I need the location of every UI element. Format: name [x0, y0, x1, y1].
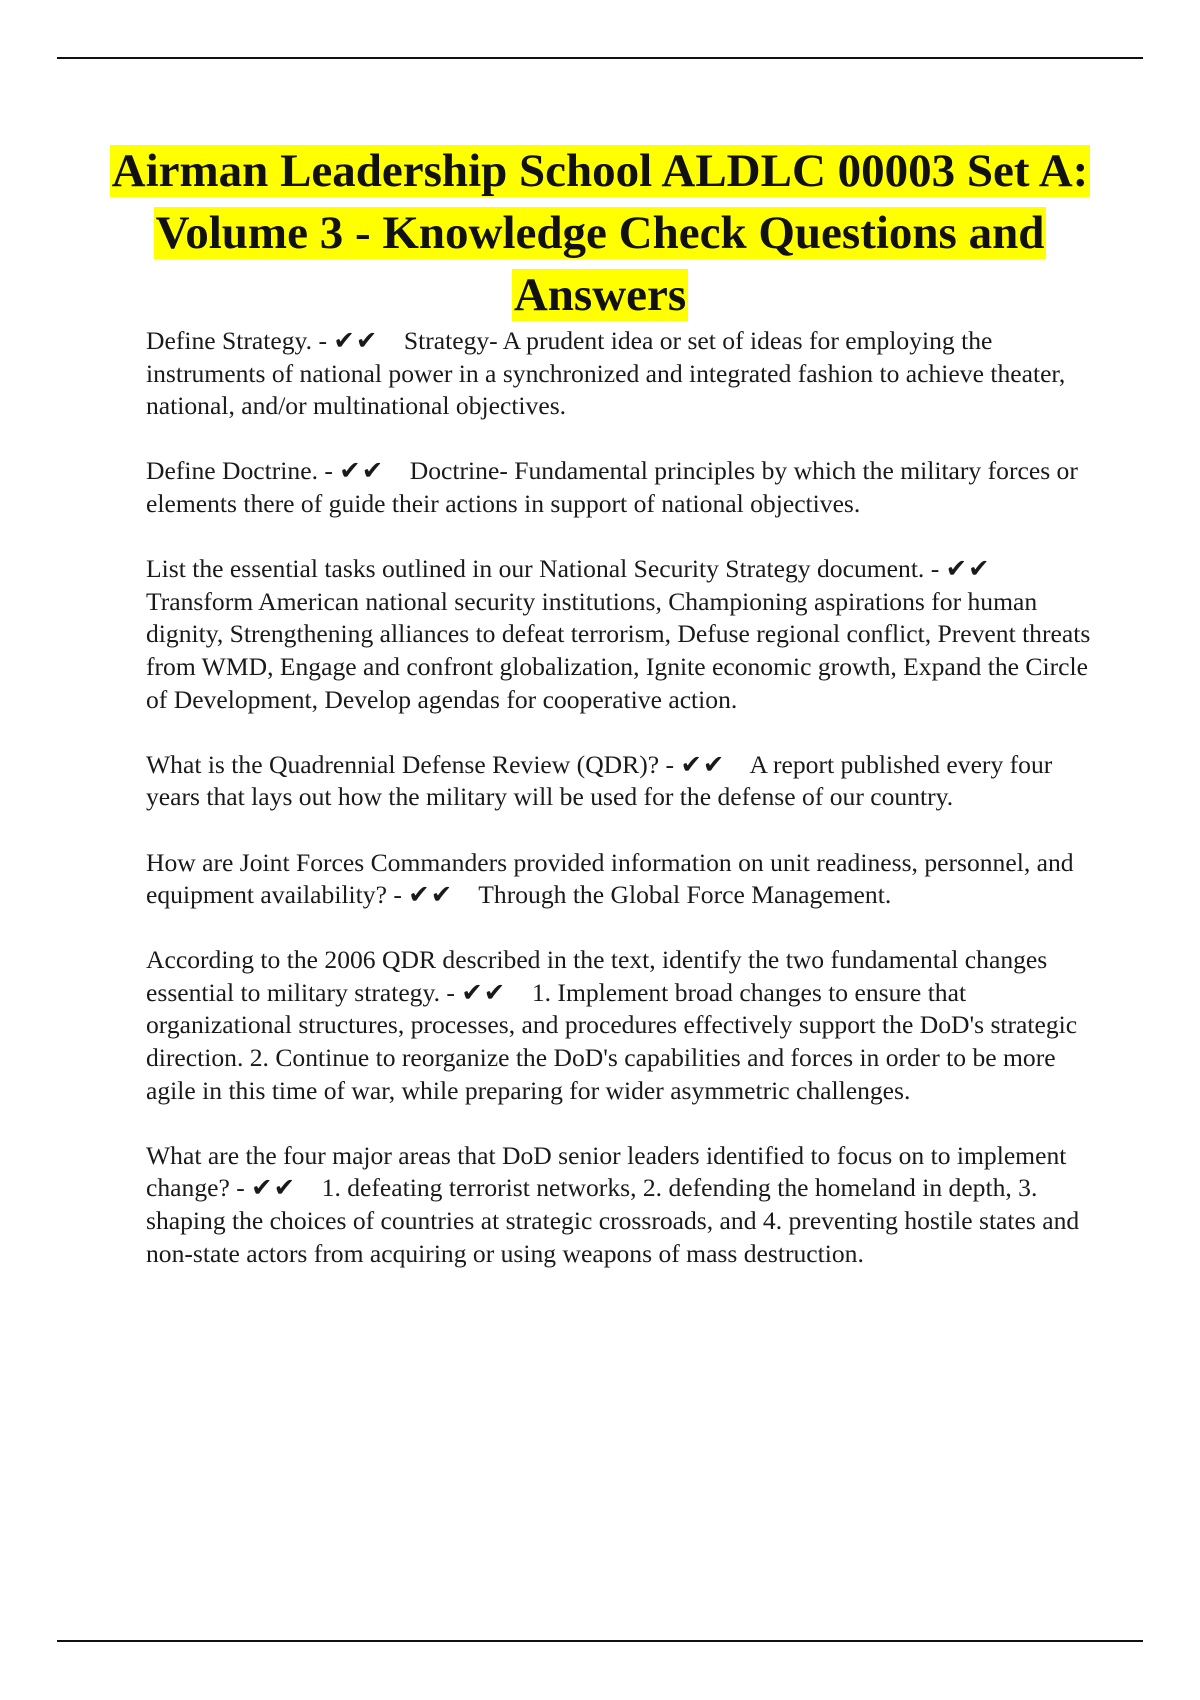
- answer: Doctrine- Fundamental principles by which the military forces or elements there of guide their actions in support of national objectives.: [146, 456, 1078, 518]
- qa-item: [146, 325, 1092, 423]
- answer: Through the Global Force Management.: [478, 880, 892, 910]
- document-title: Airman Leadership School ALDLC 00003 Set A: Volume 3 - Knowledge Check Questions and Answers: [111, 145, 1089, 321]
- qa-item: [146, 1140, 1092, 1270]
- check-icon: ✔✔: [251, 1173, 297, 1203]
- qa-item: [146, 553, 1092, 716]
- check-icon: ✔✔: [333, 326, 379, 355]
- answer: Transform American national security institutions, Championing aspirations for human dignity, Strengthening alliances to defeat terrorism, Defuse regional conflict, Prevent threats from WMD, Engage and confront globalization, Ignite economic growth, Expand the Circle of Development, Develop agendas for cooperative action.: [146, 586, 1091, 714]
- question: How are Joint Forces Commanders provided information on unit readiness, personnel, and equipment availability? -: [146, 847, 1074, 910]
- answer: Strategy- A prudent idea or set of ideas for employing the instruments of national power in a synchronized and integrated fashion to achieve theater, national, and/or multinational objectives.: [146, 326, 1066, 421]
- question: What are the four major areas that DoD senior leaders identified to focus on to implement change? -: [146, 1140, 1067, 1203]
- question: List the essential tasks outlined in our National Security Strategy document. -: [146, 554, 946, 584]
- top-rule: [57, 57, 1143, 59]
- qa-item: [146, 749, 1092, 814]
- check-icon: ✔✔: [945, 554, 991, 584]
- qa-list: [146, 325, 1092, 1303]
- question: Define Strategy. -: [146, 326, 334, 355]
- title-block: [100, 140, 1100, 326]
- answer: 1. defeating terrorist networks, 2. defending the homeland in depth, 3. shaping the choices of countries at strategic crossroads, and 4. preventing hostile states and non-state actors from acquiring or using weapons of mass destruction.: [146, 1173, 1080, 1268]
- bottom-rule: [57, 1640, 1143, 1642]
- check-icon: ✔✔: [680, 749, 726, 779]
- answer: A report published every four years that lays out how the military will be used for the defense of our country.: [146, 749, 1053, 812]
- qa-item: [146, 455, 1092, 520]
- check-icon: ✔✔: [461, 977, 507, 1007]
- check-icon: ✔✔: [339, 456, 385, 486]
- question: What is the Quadrennial Defense Review (QDR)? -: [146, 749, 681, 779]
- qa-item: [146, 944, 1092, 1107]
- qa-item: [146, 847, 1092, 912]
- question: According to the 2006 QDR described in the text, identify the two fundamental changes essential to military strategy. -: [146, 945, 1048, 1007]
- question: Define Doctrine. -: [146, 456, 340, 486]
- check-icon: ✔✔: [408, 880, 454, 910]
- answer: 1. Implement broad changes to ensure that organizational structures, processes, and procedures effectively support the DoD's strategic direction. 2. Continue to reorganize the DoD's capabilities and forces in order to be more agile in this time of war, while preparing for wider asymmetric challenges.: [146, 977, 1078, 1105]
